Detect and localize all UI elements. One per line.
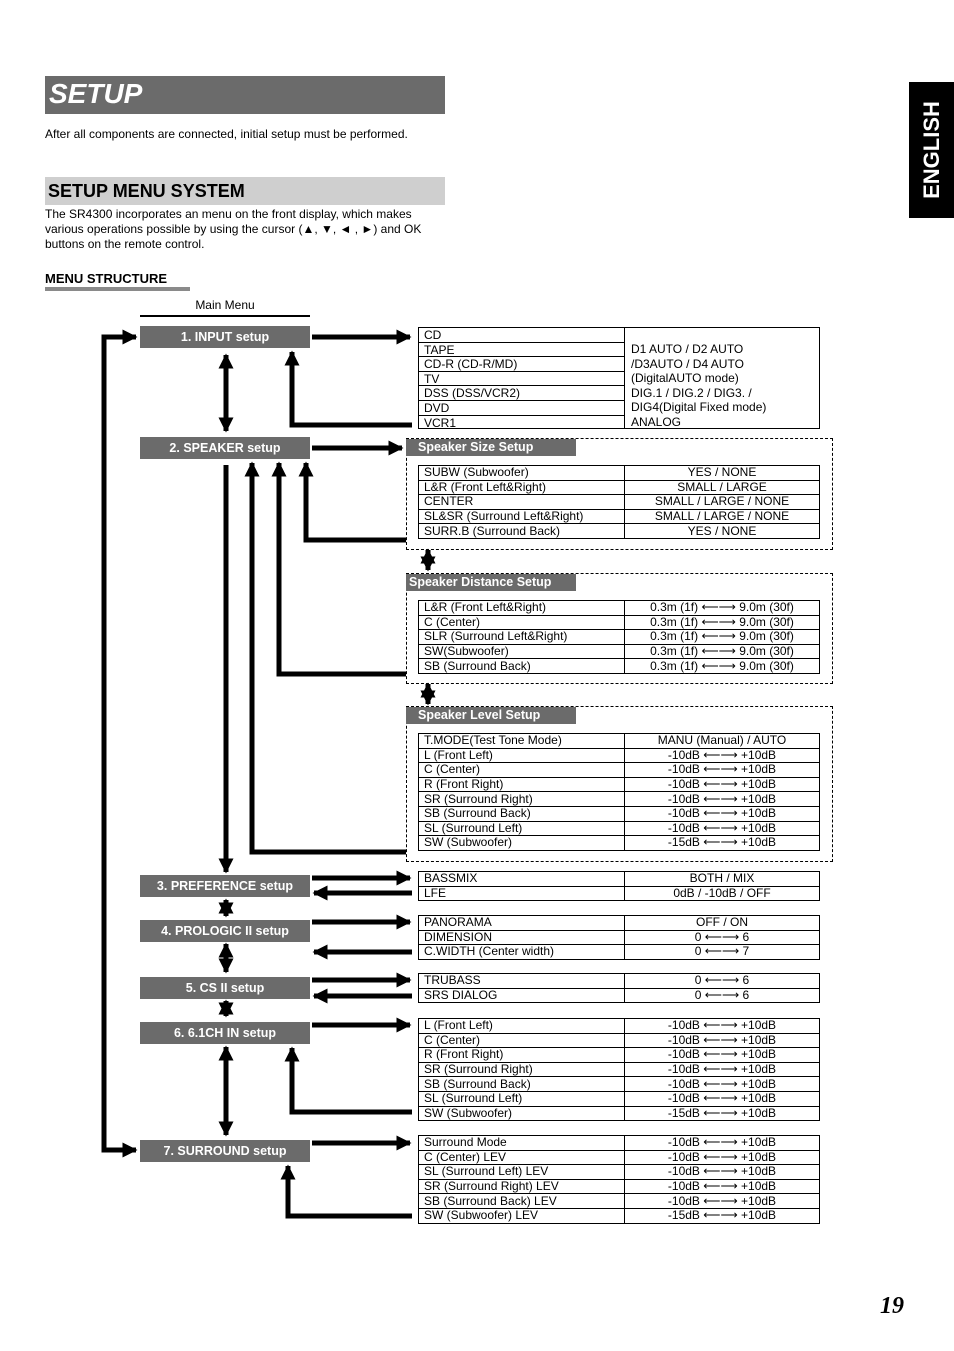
- table-row: L&R (Front Left&Right) SMALL / LARGE: [419, 480, 820, 495]
- input-source: CD: [419, 328, 624, 343]
- speaker-size-table: [418, 465, 820, 539]
- table-row: C (Center) LEV -10dB ⟵⟶ +10dB: [419, 1150, 820, 1165]
- table-row: SW (Subwoofer) -15dB ⟵⟶ +10dB: [419, 836, 820, 851]
- double-arrow-icon: ⟵⟶: [704, 944, 740, 959]
- input-source: DVD: [419, 401, 624, 416]
- input-source: VCR1: [424, 415, 457, 430]
- input-source: TAPE: [419, 343, 624, 358]
- table-row: SR (Surround Right) -10dB ⟵⟶ +10dB: [419, 792, 820, 807]
- double-arrow-icon: ⟵⟶: [703, 1164, 738, 1179]
- double-arrow-icon: ⟵⟶: [703, 1091, 738, 1106]
- main-menu-label: Main Menu: [195, 298, 255, 312]
- double-arrow-icon: ⟵⟶: [703, 1135, 738, 1150]
- input-mode: (DigitalAUTO mode): [631, 371, 739, 386]
- double-arrow-icon: ⟵⟶: [701, 658, 736, 673]
- table-row: L (Front Left) -10dB ⟵⟶ +10dB: [419, 1019, 820, 1034]
- double-arrow-icon: ⟵⟶: [704, 973, 740, 988]
- menu-speaker-setup[interactable]: 2. SPEAKER setup: [140, 437, 310, 459]
- table-row: DIMENSION 0 ⟵⟶ 6: [419, 930, 820, 945]
- input-mode: DIG.1 / DIG.2 / DIG3. /: [631, 385, 752, 400]
- double-arrow-icon: ⟵⟶: [703, 777, 738, 792]
- input-mode: DIG4(Digital Fixed mode): [631, 400, 767, 415]
- menu-input-setup[interactable]: 1. INPUT setup: [140, 326, 310, 348]
- double-arrow-icon: ⟵⟶: [703, 1208, 738, 1223]
- table-row: SLR (Surround Left&Right) 0.3m (1f) ⟵⟶ 9.0m (30f): [419, 630, 820, 645]
- table-row: SUBW (Subwoofer) YES / NONE: [419, 466, 820, 481]
- double-arrow-icon: ⟵⟶: [703, 762, 738, 777]
- table-row: SL (Surround Left) -10dB ⟵⟶ +10dB: [419, 1091, 820, 1106]
- speaker-level-label: Speaker Level Setup: [406, 707, 576, 724]
- input-sources: [419, 328, 625, 428]
- table-row: C.WIDTH (Center width) 0 ⟵⟶ 7: [419, 945, 820, 960]
- table-row: SRS DIALOG 0 ⟵⟶ 6: [419, 988, 820, 1003]
- description-text: The SR4300 incorporates an menu on the front display, which makes various operations possible by using the cursor (▲, ▼, ◄ , ►) and OK buttons on the remote control.: [45, 207, 422, 251]
- table-row: LFE 0dB / -10dB / OFF: [419, 886, 820, 901]
- menu-structure-heading: MENU STRUCTURE: [45, 271, 190, 291]
- input-source: CD-R (CD-R/MD): [419, 357, 624, 372]
- double-arrow-icon: ⟵⟶: [703, 806, 738, 821]
- table-row: R (Front Right) -10dB ⟵⟶ +10dB: [419, 1048, 820, 1063]
- double-arrow-icon: ⟵⟶: [701, 629, 736, 644]
- page-title: SETUP: [45, 76, 445, 114]
- menu-preference-setup[interactable]: 3. PREFERENCE setup: [140, 875, 310, 897]
- table-row: SL (Surround Left) LEV -10dB ⟵⟶ +10dB: [419, 1165, 820, 1180]
- menu-prologic-setup[interactable]: 4. PROLOGIC II setup: [140, 920, 310, 942]
- loop-arrow: [104, 337, 136, 1150]
- double-arrow-icon: ⟵⟶: [703, 1149, 738, 1164]
- speaker-distance-label: Speaker Distance Setup: [406, 574, 576, 591]
- table-row: BASSMIX BOTH / MIX: [419, 872, 820, 887]
- menu-61ch-setup[interactable]: 6. 6.1CH IN setup: [140, 1022, 310, 1044]
- table-row: CENTER SMALL / LARGE / NONE: [419, 495, 820, 510]
- double-arrow-icon: ⟵⟶: [703, 835, 738, 850]
- menu-csii-setup[interactable]: 5. CS II setup: [140, 977, 310, 999]
- table-row: C (Center) -10dB ⟵⟶ +10dB: [419, 1033, 820, 1048]
- table-row: SW (Subwoofer) -15dB ⟵⟶ +10dB: [419, 1106, 820, 1121]
- table-row: Surround Mode -10dB ⟵⟶ +10dB: [419, 1136, 820, 1151]
- table-row: SB (Surround Back) -10dB ⟵⟶ +10dB: [419, 1077, 820, 1092]
- double-arrow-icon: ⟵⟶: [703, 1018, 738, 1033]
- input-setup-table: [418, 327, 820, 429]
- double-arrow-icon: ⟵⟶: [703, 791, 738, 806]
- table-row: TRUBASS 0 ⟵⟶ 6: [419, 974, 820, 989]
- language-tab-label: ENGLISH: [918, 101, 944, 199]
- table-row: SL&SR (Surround Left&Right) SMALL / LARGE / NONE: [419, 509, 820, 524]
- intro-text: After all components are connected, initial setup must be performed.: [45, 127, 408, 141]
- double-arrow-icon: ⟵⟶: [703, 820, 738, 835]
- input-modes: [631, 342, 766, 430]
- table-row: L (Front Left) -10dB ⟵⟶ +10dB: [419, 748, 820, 763]
- table-row: SW(Subwoofer) 0.3m (1f) ⟵⟶ 9.0m (30f): [419, 644, 820, 659]
- table-row: SL (Surround Left) -10dB ⟵⟶ +10dB: [419, 821, 820, 836]
- double-arrow-icon: ⟵⟶: [701, 600, 736, 615]
- double-arrow-icon: ⟵⟶: [703, 1047, 738, 1062]
- double-arrow-icon: ⟵⟶: [703, 1179, 738, 1194]
- table-row: SB (Surround Back) 0.3m (1f) ⟵⟶ 9.0m (30f): [419, 659, 820, 674]
- table-row: R (Front Right) -10dB ⟵⟶ +10dB: [419, 777, 820, 792]
- input-mode: D1 AUTO / D2 AUTO: [631, 342, 744, 356]
- double-arrow-icon: ⟵⟶: [701, 644, 736, 659]
- page-number: 19: [880, 1293, 904, 1319]
- table-row: C (Center) -10dB ⟵⟶ +10dB: [419, 763, 820, 778]
- section-title: SETUP MENU SYSTEM: [45, 177, 445, 205]
- csii-table: [418, 973, 820, 1003]
- input-mode: ANALOG: [631, 414, 682, 429]
- table-row: L&R (Front Left&Right) 0.3m (1f) ⟵⟶ 9.0m (30f): [419, 601, 820, 616]
- table-row: SB (Surround Back) -10dB ⟵⟶ +10dB: [419, 806, 820, 821]
- double-arrow-icon: ⟵⟶: [703, 1193, 738, 1208]
- table-row: SR (Surround Right) -10dB ⟵⟶ +10dB: [419, 1062, 820, 1077]
- input-mode: /D3AUTO / D4 AUTO: [631, 356, 744, 371]
- double-arrow-icon: ⟵⟶: [703, 747, 738, 762]
- double-arrow-icon: ⟵⟶: [704, 929, 740, 944]
- double-arrow-icon: ⟵⟶: [704, 987, 740, 1002]
- table-row: SR (Surround Right) LEV -10dB ⟵⟶ +10dB: [419, 1179, 820, 1194]
- double-arrow-icon: ⟵⟶: [703, 1032, 738, 1047]
- input-source: DSS (DSS/VCR2): [419, 386, 624, 401]
- table-row: C (Center) 0.3m (1f) ⟵⟶ 9.0m (30f): [419, 615, 820, 630]
- table-row: SW (Subwoofer) LEV -15dB ⟵⟶ +10dB: [419, 1208, 820, 1223]
- table-row: PANORAMA OFF / ON: [419, 916, 820, 931]
- preference-table: [418, 871, 820, 901]
- table-row: SB (Surround Back) LEV -10dB ⟵⟶ +10dB: [419, 1194, 820, 1209]
- double-arrow-icon: ⟵⟶: [703, 1062, 738, 1077]
- table-row: SURR.B (Surround Back) YES / NONE: [419, 524, 820, 539]
- double-arrow-icon: ⟵⟶: [703, 1105, 738, 1120]
- double-arrow-icon: ⟵⟶: [703, 1076, 738, 1091]
- prologic-table: [418, 915, 820, 960]
- speaker-size-label: Speaker Size Setup: [406, 439, 576, 456]
- menu-surround-setup[interactable]: 7. SURROUND setup: [140, 1140, 310, 1162]
- input-source: TV: [419, 372, 624, 387]
- speaker-level-table: [418, 733, 820, 851]
- surround-table: [418, 1135, 820, 1224]
- ch61-table: [418, 1018, 820, 1121]
- speaker-distance-table: [418, 600, 820, 674]
- table-row: T.MODE(Test Tone Mode) MANU (Manual) / AUTO: [419, 734, 820, 749]
- double-arrow-icon: ⟵⟶: [701, 614, 736, 629]
